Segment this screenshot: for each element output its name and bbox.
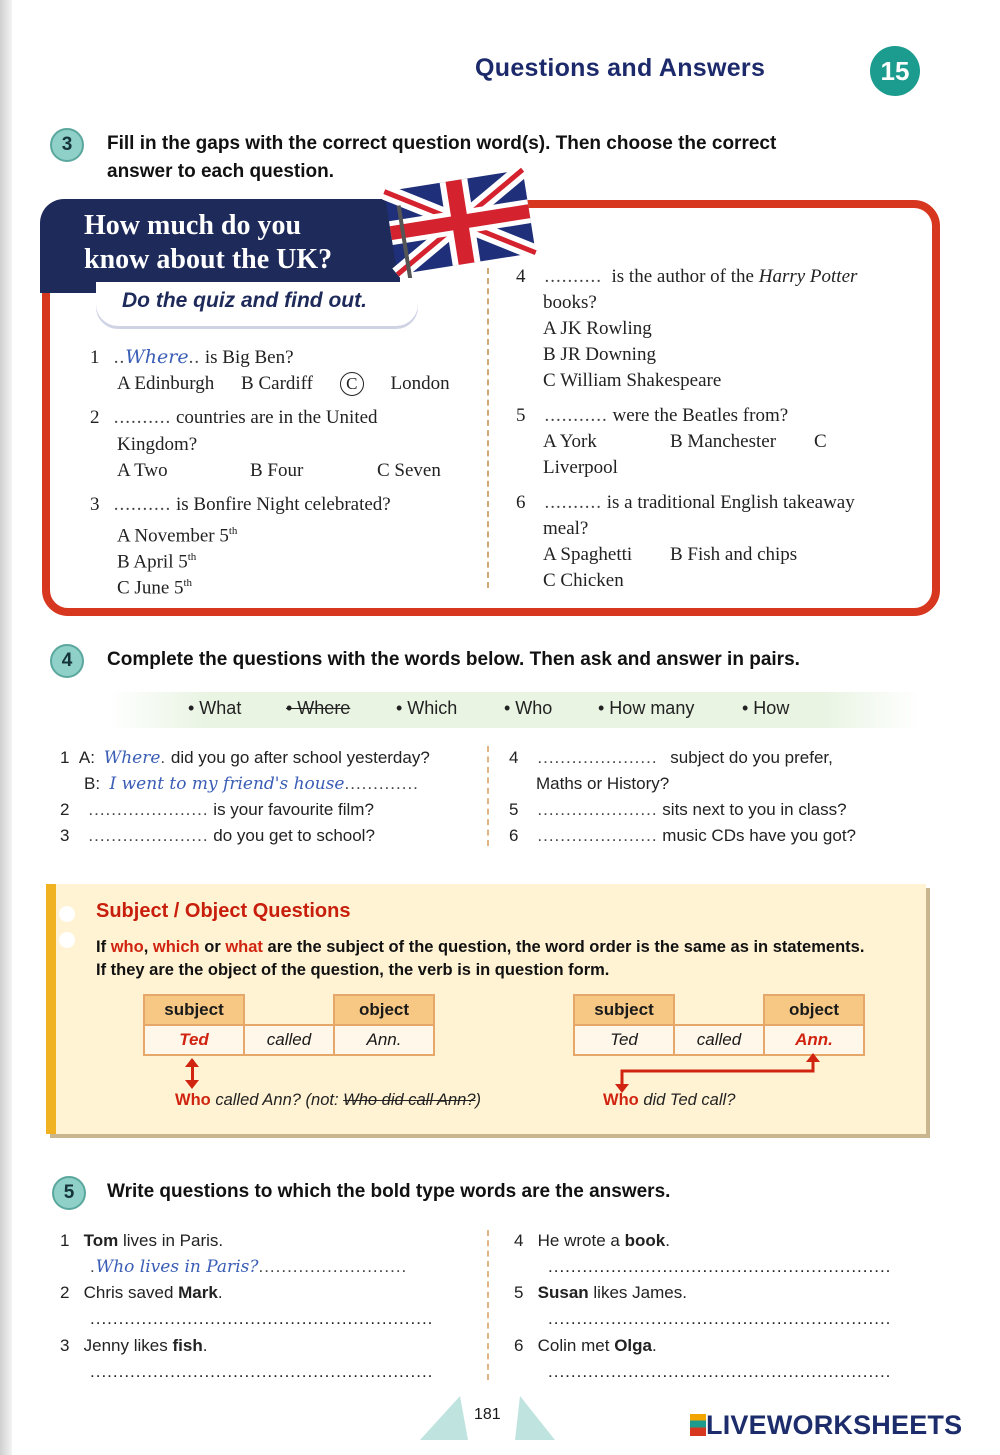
quiz-option-3b[interactable]: B April 5th xyxy=(117,551,197,573)
ex5-answer-5[interactable]: ............................................................ xyxy=(548,1309,892,1328)
ex4-item-1a: 1 A: Where. did you go after school yesterday? xyxy=(60,748,430,768)
uk-flag-icon xyxy=(382,166,540,278)
quiz-question-6: 6 .......... is a traditional English takeaway xyxy=(516,492,855,513)
quiz-question-2: 2 .......... countries are in the United xyxy=(90,407,378,428)
binder-hole xyxy=(59,932,75,948)
ex5-item-2: 2 Chris saved Mark. xyxy=(60,1283,223,1302)
ex5-item-1: 1 Tom lives in Paris. xyxy=(60,1231,224,1250)
blank-2[interactable]: ..................... xyxy=(88,800,209,819)
ex4-item-1b: B: I went to my friend's house............. xyxy=(84,774,419,794)
blank-3[interactable]: ..................... xyxy=(88,826,209,845)
ex5-answer-2[interactable]: ............................................................ xyxy=(90,1309,434,1328)
grammar-title: Subject / Object Questions xyxy=(96,900,351,922)
word-bank xyxy=(110,692,920,728)
ex5-item-5: 5 Susan likes James. xyxy=(514,1283,687,1302)
ex4-column-divider xyxy=(487,746,489,846)
quiz-banner: How much do you know about the UK? xyxy=(40,199,400,293)
page-number: 181 xyxy=(474,1406,501,1423)
blank-6[interactable]: ..................... xyxy=(537,826,658,845)
exercise-4-instruction: Complete the questions with the words below. Then ask and answer in pairs. xyxy=(107,649,800,670)
ex4-item-4: 4 ..................... subject do you prefer, xyxy=(509,748,833,767)
ex5-answer-3[interactable]: ............................................................ xyxy=(90,1362,434,1381)
grammar-note-subject: Who called Ann? (not: Who did call Ann?) xyxy=(175,1091,482,1109)
exercise-5-number: 5 xyxy=(52,1176,86,1210)
ex4-item-5: 5 ..................... sits next to you in class? xyxy=(509,800,847,819)
word-which: • Which xyxy=(396,698,458,718)
word-who: • Who xyxy=(504,698,553,718)
ex5-item-6: 6 Colin met Olga. xyxy=(514,1336,657,1355)
ex5-item-3: 3 Jenny likes fish. xyxy=(60,1336,208,1355)
unit-badge: 15 xyxy=(870,46,920,96)
quiz-question-5: 5 ........... were the Beatles from? xyxy=(516,405,789,426)
quiz-option-3a[interactable]: A November 5th xyxy=(117,525,238,547)
arrow-down-icon xyxy=(185,1080,199,1089)
word-how-many: • How many xyxy=(598,698,695,718)
object-arrow-icon xyxy=(605,1052,835,1094)
quiz-option-3c[interactable]: C June 5th xyxy=(117,577,193,599)
ex5-answer-4[interactable]: ............................................................ xyxy=(548,1257,892,1276)
grammar-table-subject: subject object Ted called Ann. xyxy=(143,994,435,1056)
answer-where[interactable]: Where xyxy=(125,346,189,368)
word-what: • What xyxy=(188,698,242,718)
book-spine xyxy=(0,0,12,1455)
grammar-rule: If who, which or what are the subject of the question, the word order is the same as in statements. If they are the object of the question, the verb is in question form. xyxy=(96,938,865,979)
blank-4[interactable]: ..................... xyxy=(537,748,658,767)
liveworksheets-logo: LIVEWORKSHEETS xyxy=(690,1410,962,1441)
arrow-up-icon xyxy=(185,1058,199,1067)
exercise-5-instruction: Write questions to which the bold type words are the answers. xyxy=(107,1181,671,1202)
ex4-item-3: 3 ..................... do you get to school? xyxy=(60,826,375,845)
circled-choice[interactable]: C xyxy=(340,372,364,396)
quiz-question-4: 4 .......... is the author of the Harry Potter xyxy=(516,266,858,287)
blank-5[interactable]: ..................... xyxy=(537,800,658,819)
word-how: • How xyxy=(742,698,790,718)
ex5-answer-1[interactable]: .Who lives in Paris?.......................... xyxy=(90,1257,408,1277)
answer-1b[interactable]: I went to my friend's house xyxy=(109,774,345,794)
ex5-answer-6[interactable]: ............................................................ xyxy=(548,1362,892,1381)
ex5-column-divider xyxy=(487,1230,489,1380)
ex5-item-4: 4 He wrote a book. xyxy=(514,1231,670,1250)
quiz-question-1: 1 ..Where.. is Big Ben? xyxy=(90,346,294,368)
grammar-table-object: subject object Ted called Ann. xyxy=(573,994,865,1056)
exercise-4-number: 4 xyxy=(50,644,84,678)
grammar-note-object: Who did Ted call? xyxy=(603,1091,736,1109)
logo-mark-icon xyxy=(690,1414,706,1436)
quiz-options-1: A Edinburgh B Cardiff C London xyxy=(117,373,450,394)
quiz-question-3: 3 .......... is Bonfire Night celebrated? xyxy=(90,494,391,515)
quiz-subtitle: Do the quiz and find out. xyxy=(96,282,418,326)
quiz-column-divider xyxy=(487,268,489,588)
page-title: Questions and Answers xyxy=(475,54,766,82)
exercise-3-instruction: Fill in the gaps with the correct question word(s). Then choose the correct answer to each question. xyxy=(107,133,777,182)
exercise-3-number: 3 xyxy=(50,128,84,162)
word-where: • Where xyxy=(286,698,351,718)
answer-1a[interactable]: Where xyxy=(103,748,161,768)
binder-hole xyxy=(59,906,75,922)
ex4-item-6: 6 ..................... music CDs have you got? xyxy=(509,826,856,845)
ex4-item-2: 2 ..................... is your favourite film? xyxy=(60,800,374,819)
